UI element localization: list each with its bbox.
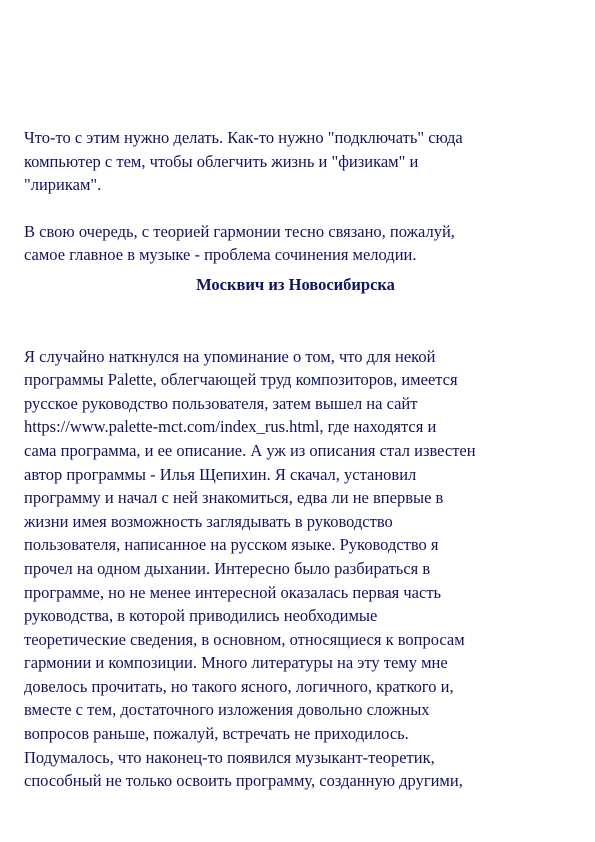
text-line: руководства, в которой приводились необходимые [24,606,378,626]
text-line: теоретические сведения, в основном, относящиеся к вопросам [24,629,465,649]
text-line: сама программа, и ее описание. А уж из описания стал известен [24,440,476,460]
paragraph-intro [24,126,567,197]
text-line: автор программы - Илья Щепихин. Я скачал, установил [24,464,417,484]
text-line: жизни имея возможность заглядывать в руководство [24,511,393,531]
text-line: пользователя, написанное на русском языке. Руководство я [24,535,439,555]
text-line: компьютер с тем, чтобы облегчить жизнь и "физикам" и [24,151,419,171]
text-line: Я случайно наткнулся на упоминание о том, что для некой [24,346,436,366]
paragraph-harmony [24,220,567,267]
text-line: прочел на одном дыхании. Интересно было разбираться в [24,558,431,578]
text-line: программу и начал с ней знакомиться, едва ли не впервые в [24,488,444,508]
text-line: довелось прочитать, но такого ясного, логичного, краткого и, [24,676,454,696]
text-line: программы Palette, облегчающей труд композиторов, имеется [24,370,458,390]
text-line: Что-то с этим нужно делать. Как-то нужно "подключать" сюда [24,128,463,147]
text-line: способный не только освоить программу, созданную другими, [24,771,463,791]
text-line: вопросов раньше, пожалуй, встречать не приходилось. [24,724,409,744]
text-line: самое главное в музыке - проблема сочинения мелодии. [24,245,417,265]
text-line: русское руководство пользователя, затем вышел на сайт [24,393,418,413]
text-line: гармонии и композиции. Много литературы на эту тему мне [24,653,448,673]
text-line: программе, но не менее интересной оказалась первая часть [24,582,442,602]
text-line: вместе с тем, достаточного изложения довольно сложных [24,700,430,720]
text-line: "лирикам". [24,175,102,195]
section-heading: Москвич из Новосибирска [196,274,395,294]
text-line: В свою очередь, с теорией гармонии тесно связано, пожалуй, [24,221,455,241]
text-line: https://www.palette-mct.com/index_rus.html, где находятся и [24,417,437,437]
text-line: Подумалось, что наконец-то появился музыкант-теоретик, [24,747,435,767]
paragraph-palette [24,345,567,793]
